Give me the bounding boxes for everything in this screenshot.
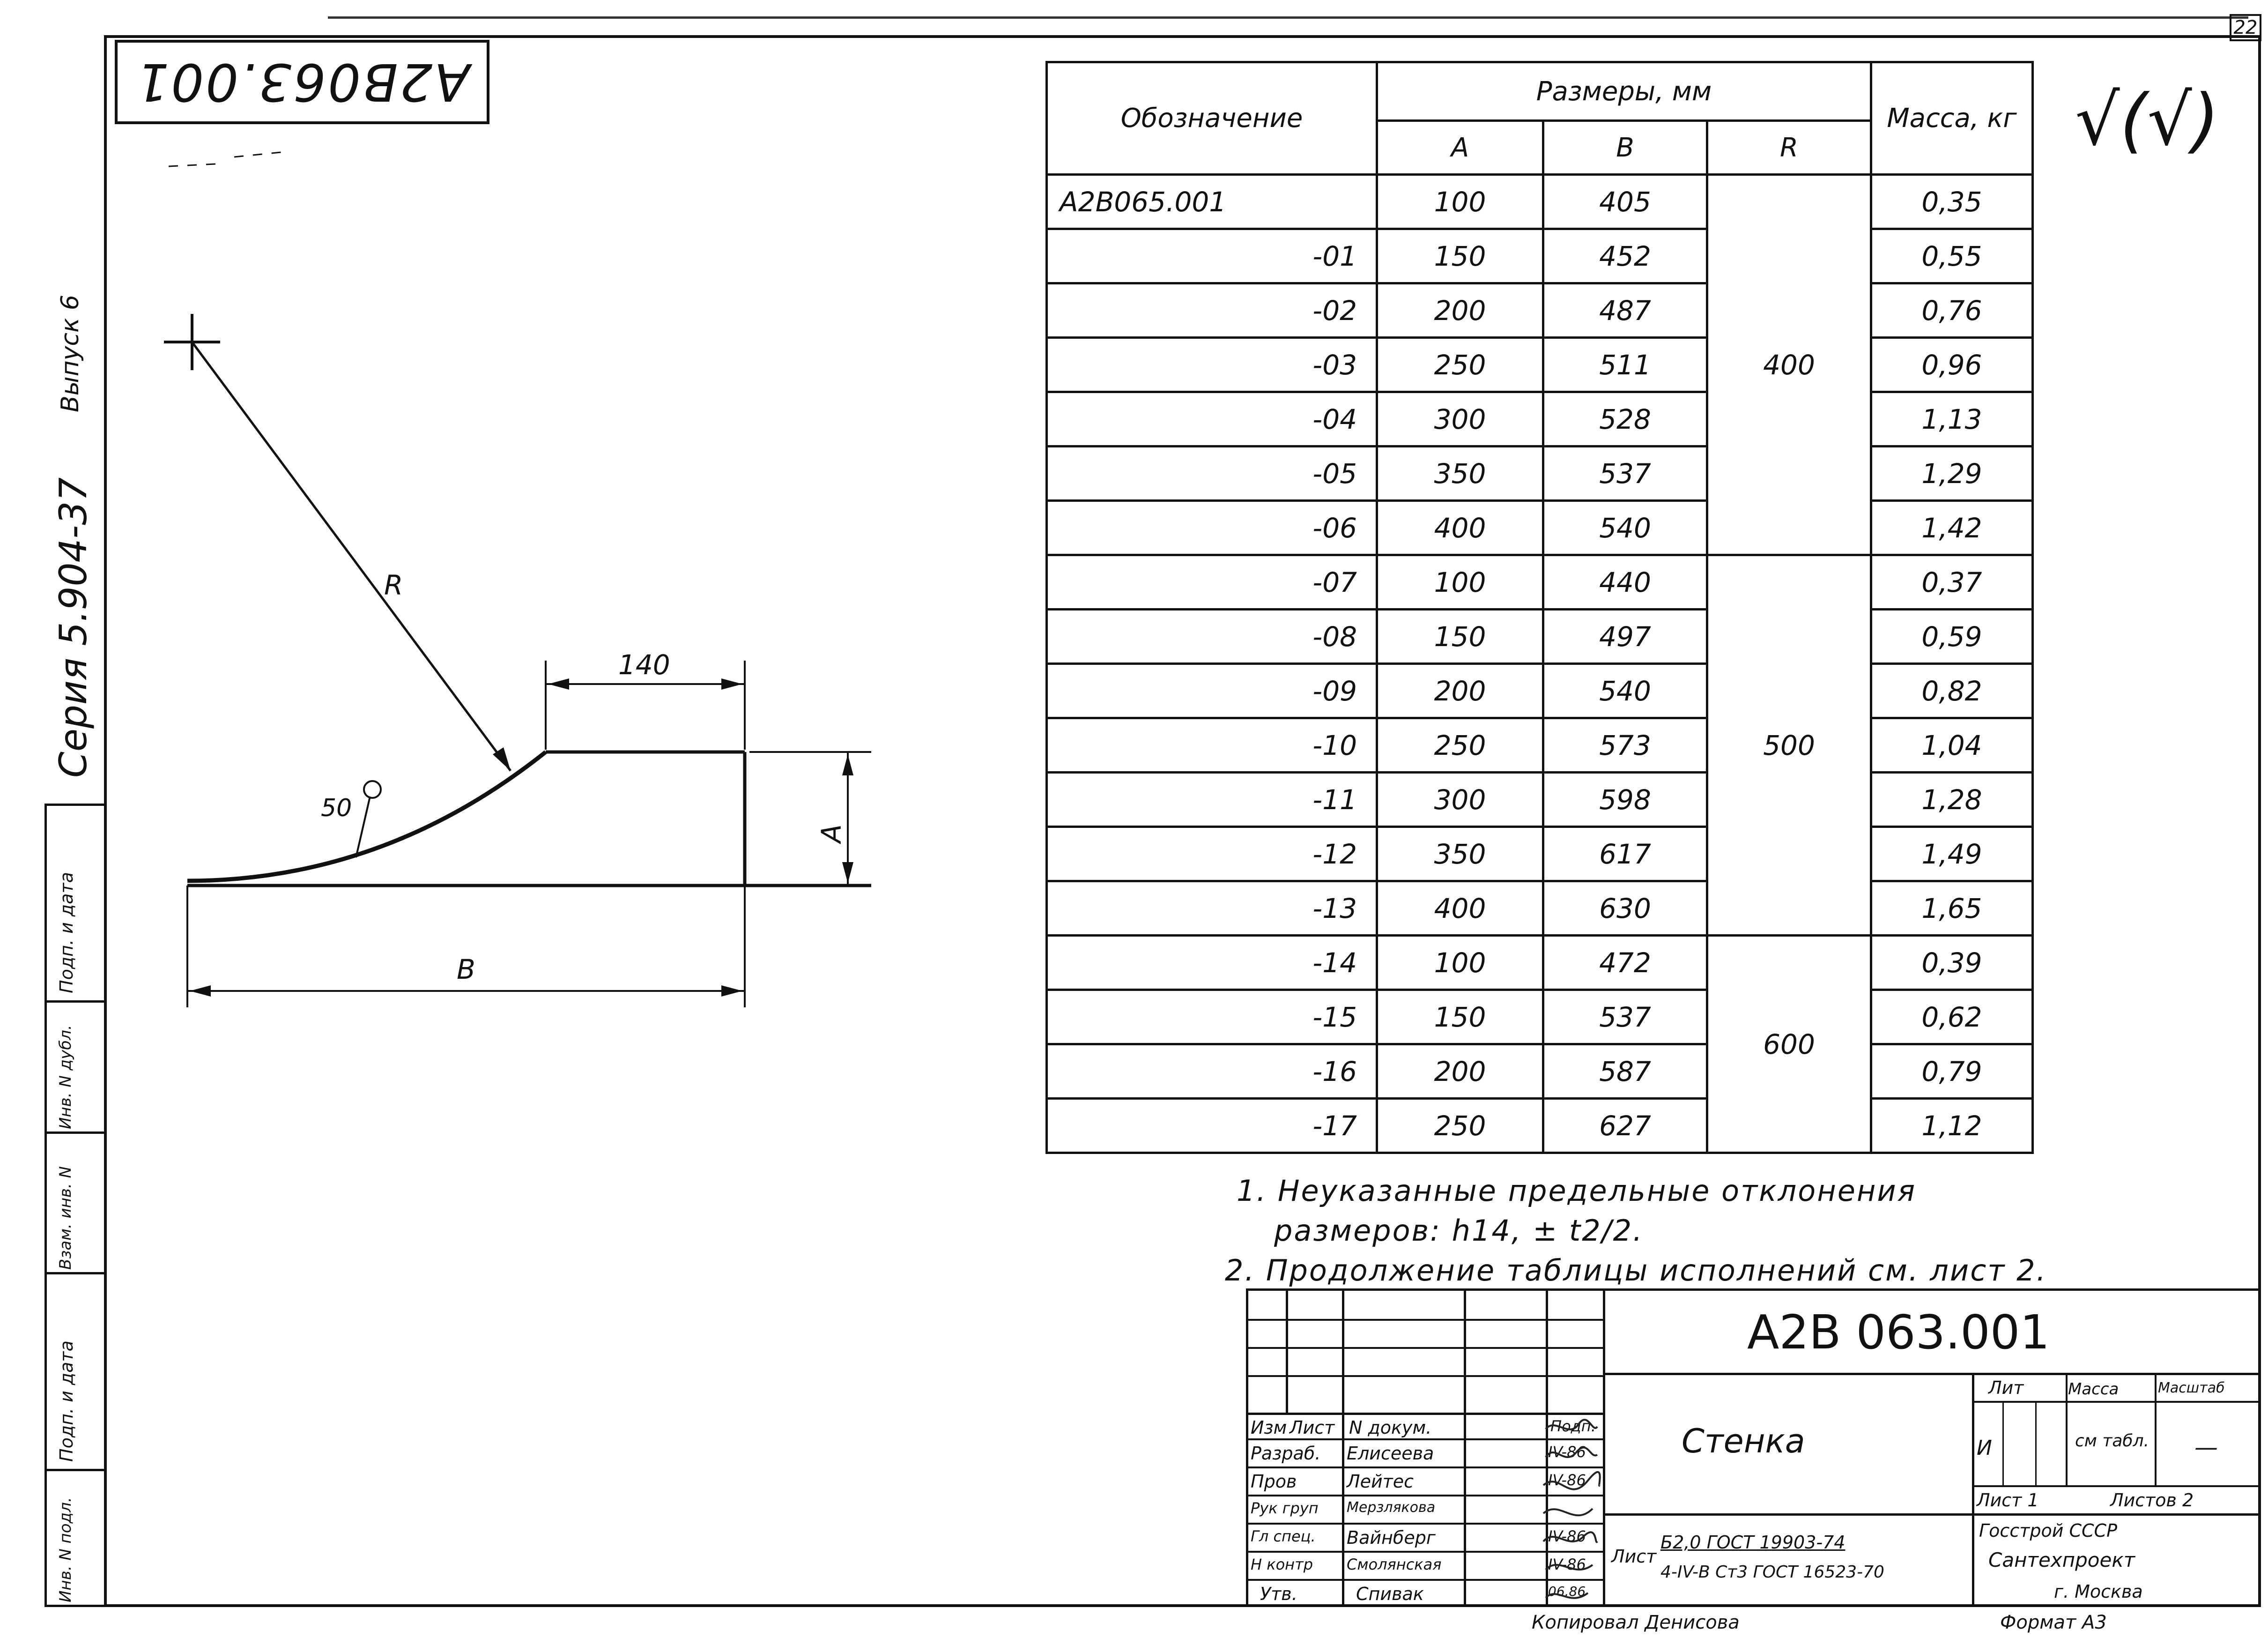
header-mass: Масса, кг <box>1871 62 2033 175</box>
arrowhead <box>721 985 742 997</box>
cell-a: 200 <box>1377 1044 1543 1099</box>
note-1-line-2: размеров: h14, ± t2/2. <box>1274 1213 1644 1248</box>
header-b: B <box>1543 121 1707 175</box>
cell-mass: 0,37 <box>1871 555 2033 610</box>
tb-lit-label: Лит <box>1988 1377 2024 1398</box>
table-row <box>1047 773 2033 827</box>
cell-mass: 0,96 <box>1871 338 2033 392</box>
tb-org-1: Госстрой СССР <box>1979 1520 2118 1541</box>
tb-role: Гл спец. <box>1251 1527 1316 1545</box>
cell-mass: 1,28 <box>1871 773 2033 827</box>
paper-format: Формат А3 <box>2000 1612 2107 1633</box>
cell-a: 150 <box>1377 229 1543 283</box>
cell-r: 600 <box>1707 936 1871 1153</box>
cell-b: 440 <box>1543 555 1707 610</box>
cell-b: 452 <box>1543 229 1707 283</box>
header-r: R <box>1707 121 1871 175</box>
arrowhead <box>548 678 569 690</box>
tb-date: IV-86 <box>1548 1527 1586 1545</box>
cell-b: 537 <box>1543 447 1707 501</box>
cell-b: 587 <box>1543 1044 1707 1099</box>
cell-designation: -07 <box>1047 555 1377 610</box>
tb-role: Разраб. <box>1251 1443 1321 1464</box>
tb-material-1: Б2,0 ГОСТ 19903-74 <box>1660 1532 1846 1553</box>
table-row <box>1047 338 2033 392</box>
cell-designation: -11 <box>1047 773 1377 827</box>
cell-b: 598 <box>1543 773 1707 827</box>
tb-material-prefix: Лист <box>1611 1546 1657 1567</box>
cell-mass: 0,79 <box>1871 1044 2033 1099</box>
tb-role: Утв. <box>1260 1584 1297 1604</box>
tb-org-3: г. Москва <box>2054 1581 2143 1602</box>
signatures <box>1541 1415 1602 1612</box>
tb-part-name: Стенка <box>1682 1422 1805 1460</box>
cell-mass: 1,42 <box>1871 501 2033 555</box>
tb-date: IV-86 <box>1548 1556 1586 1573</box>
dim-a-label: A <box>815 824 847 843</box>
cell-designation: -05 <box>1047 447 1377 501</box>
table-row <box>1047 881 2033 936</box>
cell-mass: 0,62 <box>1871 990 2033 1044</box>
cell-mass: 1,13 <box>1871 392 2033 447</box>
cell-r: 400 <box>1707 175 1871 555</box>
table-row <box>1047 664 2033 718</box>
tb-person: Мерзлякова <box>1347 1499 1436 1516</box>
tb-sheets: Листов 2 <box>2110 1490 2194 1511</box>
cell-a: 150 <box>1377 990 1543 1044</box>
construction-line <box>234 152 281 157</box>
cell-a: 300 <box>1377 773 1543 827</box>
side-cell-label: Подп. и дата <box>56 1340 77 1462</box>
cell-r: 500 <box>1707 555 1871 936</box>
tb-role: Рук груп <box>1251 1499 1319 1517</box>
roughness-circle <box>364 781 381 798</box>
cell-designation: -03 <box>1047 338 1377 392</box>
cell-designation: -12 <box>1047 827 1377 881</box>
dim-b-label: B <box>457 953 475 985</box>
tb-mass-value: см табл. <box>2075 1431 2149 1451</box>
roughness-leader <box>356 796 370 857</box>
side-cell-label: Инв. N дубл. <box>56 1025 75 1129</box>
cell-b: 630 <box>1543 881 1707 936</box>
title-block <box>1246 1288 2261 1607</box>
cell-a: 400 <box>1377 881 1543 936</box>
tb-date: IV-86 <box>1548 1443 1586 1461</box>
table-row <box>1047 283 2033 338</box>
table-row <box>1047 392 2033 447</box>
cell-a: 150 <box>1377 610 1543 664</box>
cell-b: 617 <box>1543 827 1707 881</box>
sizes-table <box>1045 61 2034 1154</box>
cell-mass: 0,39 <box>1871 936 2033 990</box>
dim-radius-label: R <box>384 569 403 601</box>
cell-a: 100 <box>1377 555 1543 610</box>
cell-a: 250 <box>1377 338 1543 392</box>
cell-a: 350 <box>1377 447 1543 501</box>
cell-mass: 0,55 <box>1871 229 2033 283</box>
cell-a: 200 <box>1377 283 1543 338</box>
tb-mass-label: Масса <box>2068 1380 2119 1399</box>
tb-col-doc: N докум. <box>1349 1417 1432 1438</box>
arrowhead <box>842 862 853 883</box>
tb-scale-label: Масштаб <box>2158 1380 2225 1396</box>
roughness-value-label: 50 <box>321 794 352 822</box>
cell-b: 540 <box>1543 664 1707 718</box>
issue-label: Выпуск 6 <box>56 294 84 412</box>
table-row <box>1047 718 2033 773</box>
cell-designation: -01 <box>1047 229 1377 283</box>
cell-mass: 1,04 <box>1871 718 2033 773</box>
cell-mass: 1,49 <box>1871 827 2033 881</box>
cell-a: 350 <box>1377 827 1543 881</box>
cell-mass: 0,35 <box>1871 175 2033 229</box>
cell-a: 100 <box>1377 936 1543 990</box>
tb-person: Спивак <box>1356 1584 1424 1604</box>
tb-sheet: Лист 1 <box>1977 1490 2039 1511</box>
cell-b: 573 <box>1543 718 1707 773</box>
table-row <box>1047 610 2033 664</box>
tb-role: Н контр <box>1251 1556 1313 1573</box>
header-designation: Обозначение <box>1047 62 1377 175</box>
tb-col-sign: Подп. <box>1550 1417 1596 1435</box>
series-label: Серия 5.904-37 <box>52 477 95 778</box>
cell-b: 627 <box>1543 1099 1707 1153</box>
side-cell-label: Взам. инв. N <box>56 1166 75 1270</box>
part-arc <box>187 752 546 881</box>
cell-designation: -06 <box>1047 501 1377 555</box>
cell-a: 250 <box>1377 718 1543 773</box>
cell-designation: A2B065.001 <box>1047 175 1377 229</box>
cell-b: 528 <box>1543 392 1707 447</box>
side-cell-label: Инв. N подл. <box>56 1497 75 1602</box>
tb-lit-value: И <box>1977 1436 1992 1460</box>
tb-person: Вайнберг <box>1347 1527 1436 1548</box>
stamp-code: A2B063.001 <box>134 52 470 112</box>
table-row <box>1047 501 2033 555</box>
cell-mass: 1,65 <box>1871 881 2033 936</box>
cell-a: 200 <box>1377 664 1543 718</box>
arrowhead <box>842 754 853 775</box>
arrowhead <box>721 678 742 690</box>
cell-designation: -17 <box>1047 1099 1377 1153</box>
cell-designation: -04 <box>1047 392 1377 447</box>
tb-date: 06.86 <box>1548 1584 1586 1599</box>
cell-designation: -15 <box>1047 990 1377 1044</box>
cell-b: 487 <box>1543 283 1707 338</box>
tb-date: IV-86 <box>1548 1471 1586 1489</box>
table-row <box>1047 1044 2033 1099</box>
cell-designation: -02 <box>1047 283 1377 338</box>
cell-designation: -13 <box>1047 881 1377 936</box>
table-row <box>1047 1099 2033 1153</box>
tb-org-2: Сантехпроект <box>1988 1548 2135 1571</box>
roughness-mark: √(√) <box>2075 80 2220 161</box>
cell-b: 511 <box>1543 338 1707 392</box>
cell-designation: -14 <box>1047 936 1377 990</box>
cell-designation: -08 <box>1047 610 1377 664</box>
cell-mass: 0,59 <box>1871 610 2033 664</box>
cell-mass: 1,12 <box>1871 1099 2033 1153</box>
tb-person: Лейтес <box>1347 1471 1414 1492</box>
radius-line <box>192 342 511 771</box>
dim-140-label: 140 <box>618 649 670 681</box>
tb-person: Смолянская <box>1347 1556 1442 1573</box>
tb-col-izm: Изм <box>1251 1417 1287 1438</box>
cell-a: 300 <box>1377 392 1543 447</box>
cell-b: 537 <box>1543 990 1707 1044</box>
arrowhead <box>190 985 211 997</box>
tb-col-list: Лист <box>1290 1417 1335 1438</box>
table-row <box>1047 936 2033 990</box>
cell-mass: 0,82 <box>1871 664 2033 718</box>
table-row <box>1047 447 2033 501</box>
cell-a: 400 <box>1377 501 1543 555</box>
cell-a: 100 <box>1377 175 1543 229</box>
table-row <box>1047 229 2033 283</box>
table-row <box>1047 175 2033 229</box>
tb-scale-value: — <box>2194 1434 2218 1461</box>
table-row <box>1047 990 2033 1044</box>
note-1-line-1: 1. Неуказанные предельные отклонения <box>1237 1174 1917 1208</box>
cell-b: 405 <box>1543 175 1707 229</box>
cell-b: 497 <box>1543 610 1707 664</box>
side-cell-label: Подп. и дата <box>56 872 77 993</box>
header-a: A <box>1377 121 1543 175</box>
construction-line <box>169 164 215 166</box>
cell-mass: 0,76 <box>1871 283 2033 338</box>
cell-designation: -09 <box>1047 664 1377 718</box>
cell-mass: 1,29 <box>1871 447 2033 501</box>
tb-person: Елисеева <box>1347 1443 1434 1464</box>
cell-designation: -16 <box>1047 1044 1377 1099</box>
header-sizes: Размеры, мм <box>1377 62 1871 121</box>
table-row <box>1047 555 2033 610</box>
tb-code: A2B 063.001 <box>1747 1305 2050 1360</box>
page-corner-number: 22 <box>2230 14 2261 41</box>
cell-designation: -10 <box>1047 718 1377 773</box>
tb-material-2: 4-IV-B Ст3 ГОСТ 16523-70 <box>1660 1563 1884 1582</box>
table-row <box>1047 827 2033 881</box>
tb-role: Пров <box>1251 1471 1297 1492</box>
copied-by: Копировал Денисова <box>1532 1612 1740 1633</box>
cell-b: 472 <box>1543 936 1707 990</box>
cell-a: 250 <box>1377 1099 1543 1153</box>
cell-b: 540 <box>1543 501 1707 555</box>
note-2: 2. Продолжение таблицы исполнений см. лист 2. <box>1225 1253 2047 1288</box>
